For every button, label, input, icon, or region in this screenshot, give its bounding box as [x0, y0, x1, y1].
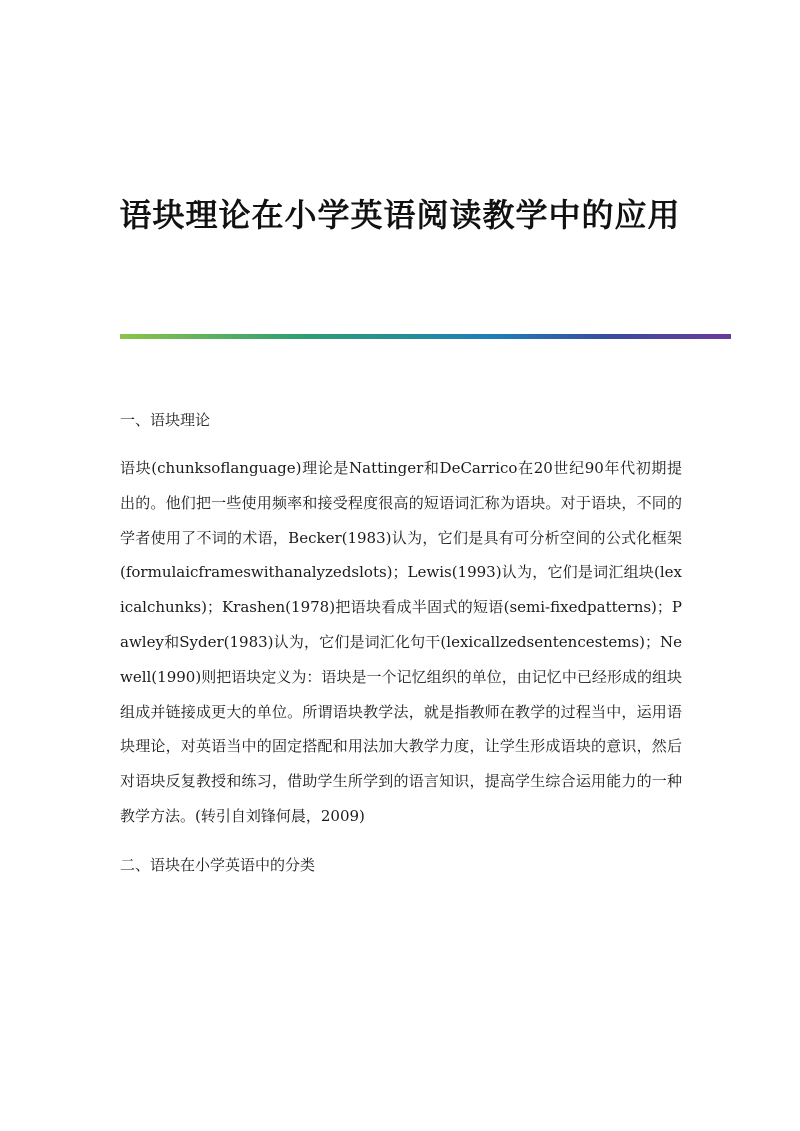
page-title: 语块理论在小学英语阅读教学中的应用 [119, 196, 681, 234]
section-heading-2: 二、语块在小学英语中的分类 [120, 855, 316, 874]
document-body [120, 405, 682, 896]
section-paragraph-1: 语块(chunksoflanguage)理论是Nattinger和DeCarrico在20世纪90年代初期提出的。他们把一些使用频率和接受程度很高的短语词汇称为语块。对于语块，不同的学者使用了不词的术语，Becker(1983)认为，它们是具有可分析空间的公式化框架(formulaicframeswithanalyzedslots)；Lewis(1993)认为，它们是词汇组块(lexicalchunks)；Krashen(1978)把语块看成半固式的短语(semi-fixedpatterns)；Pawley和Syder(1983)认为，它们是词汇化句干(lexicallzedsentencestems)；Newell(1990)则把语块定义为：语块是一个记忆组织的单位，由记忆中已经形成的组块组成并链接成更大的单位。所谓语块教学法，就是指教师在教学的过程当中，运用语块理论，对英语当中的固定搭配和用法加大教学力度，让学生形成语块的意识，然后对语块反复教授和练习，借助学生所学到的语言知识，提高学生综合运用能力的一种教学方法。(转引自刘锋何晨，2009) [120, 459, 682, 825]
title-divider [120, 334, 731, 339]
section-heading-1: 一、语块理论 [120, 411, 211, 429]
